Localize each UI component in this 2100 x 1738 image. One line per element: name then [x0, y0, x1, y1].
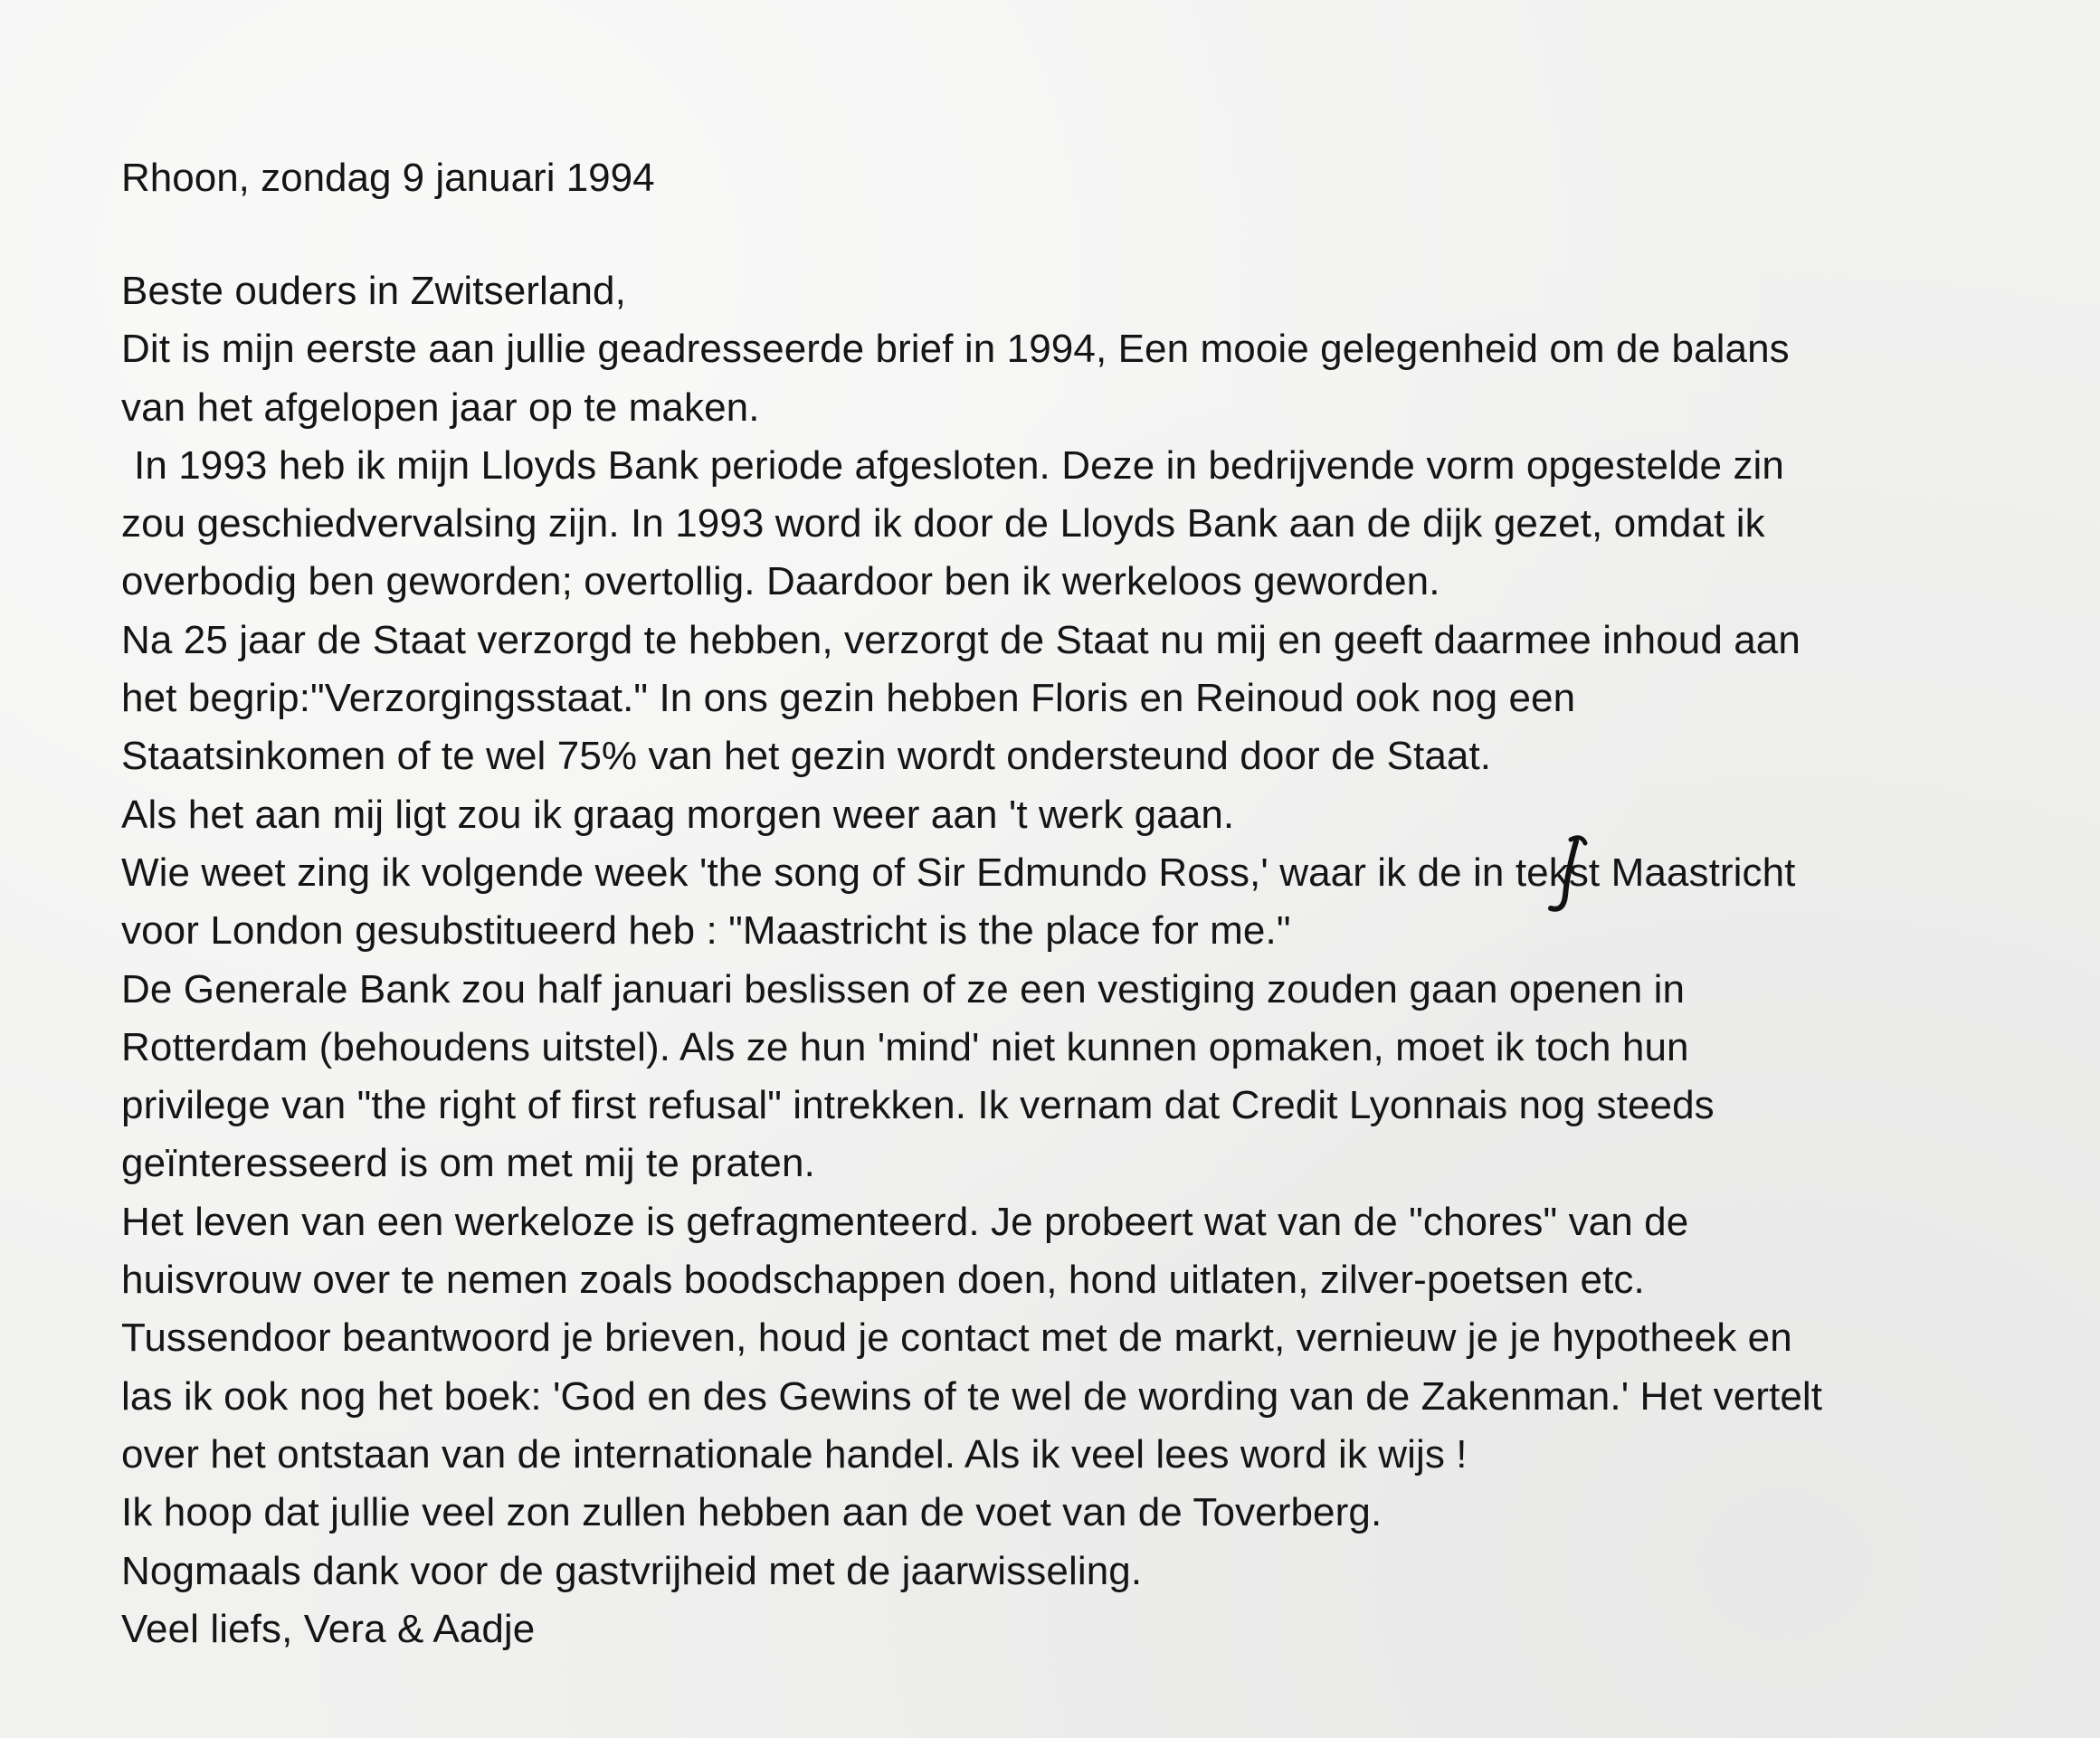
letter-dateline: Rhoon, zondag 9 januari 1994	[121, 156, 655, 200]
letter-line: zou geschiedvervalsing zijn. In 1993 word ik door de Lloyds Bank aan de dijk gezet, omdat ik	[121, 501, 1765, 546]
letter-line: privilege van "the right of first refusal" intrekken. Ik vernam dat Credit Lyonnais nog steeds	[121, 1083, 1715, 1128]
letter-line: geïnteresseerd is om met mij te praten.	[121, 1141, 815, 1186]
letter-line: In 1993 heb ik mijn Lloyds Bank periode afgesloten. Deze in bedrijvende vorm opgestelde zin	[134, 442, 1784, 488]
letter-line: Dit is mijn eerste aan jullie geadresseerde brief in 1994, Een mooie gelegenheid om de balans	[121, 327, 1790, 372]
letter-line: Tussendoor beantwoord je brieven, houd je contact met de markt, vernieuw je je hypotheek en	[121, 1315, 1792, 1361]
letter-line: Het leven van een werkeloze is gefragmenteerd. Je probeert wat van de "chores" van de	[121, 1199, 1689, 1244]
letter-line: het begrip:"Verzorgingsstaat." In ons gezin hebben Floris en Reinoud ook nog een	[121, 676, 1576, 721]
letter-line: Na 25 jaar de Staat verzorgd te hebben, verzorgt de Staat nu mij en geeft daarmee inhoud aan	[121, 617, 1801, 662]
letter-line: las ik ook nog het boek: 'God en des Gewins of te wel de wording van de Zakenman.' Het vertelt	[121, 1373, 1823, 1419]
letter-line: van het afgelopen jaar op te maken.	[121, 385, 760, 430]
letter-body	[121, 262, 2076, 1658]
letter-line: Beste ouders in Zwitserland,	[121, 269, 626, 313]
letter-line: overbodig ben geworden; overtollig. Daardoor ben ik werkeloos geworden.	[121, 559, 1440, 604]
letter-line: huisvrouw over te nemen zoals boodschappen doen, hond uitlaten, zilver-poetsen etc.	[121, 1258, 1645, 1303]
letter-line: voor London gesubstitueerd heb : "Maastricht is the place for me."	[121, 908, 1291, 954]
letter-line: over het ontstaan van de internationale handel. Als ik veel lees word ik wijs !	[121, 1431, 1468, 1477]
letter-line: Veel liefs, Vera & Aadje	[121, 1606, 536, 1651]
letter-line: Rotterdam (behoudens uitstel). Als ze hun 'mind' niet kunnen opmaken, moet ik toch hun	[121, 1024, 1689, 1069]
letter-line: Staatsinkomen of te wel 75% van het gezin wordt ondersteund door de Staat.	[121, 734, 1492, 779]
letter-line: De Generale Bank zou half januari beslissen of ze een vestiging zouden gaan openen in	[121, 966, 1686, 1011]
letter-line: Ik hoop dat jullie veel zon zullen hebben aan de voet van de Toverberg.	[121, 1490, 1383, 1535]
letter-line: Wie weet zing ik volgende week 'the song of Sir Edmundo Ross,' waar ik de in tekst Maastricht	[121, 850, 1796, 895]
letter-line: Nogmaals dank voor de gastvrijheid met de jaarwisseling.	[121, 1548, 1143, 1593]
letter-line: Als het aan mij ligt zou ik graag morgen weer aan 't werk gaan.	[121, 792, 1235, 837]
